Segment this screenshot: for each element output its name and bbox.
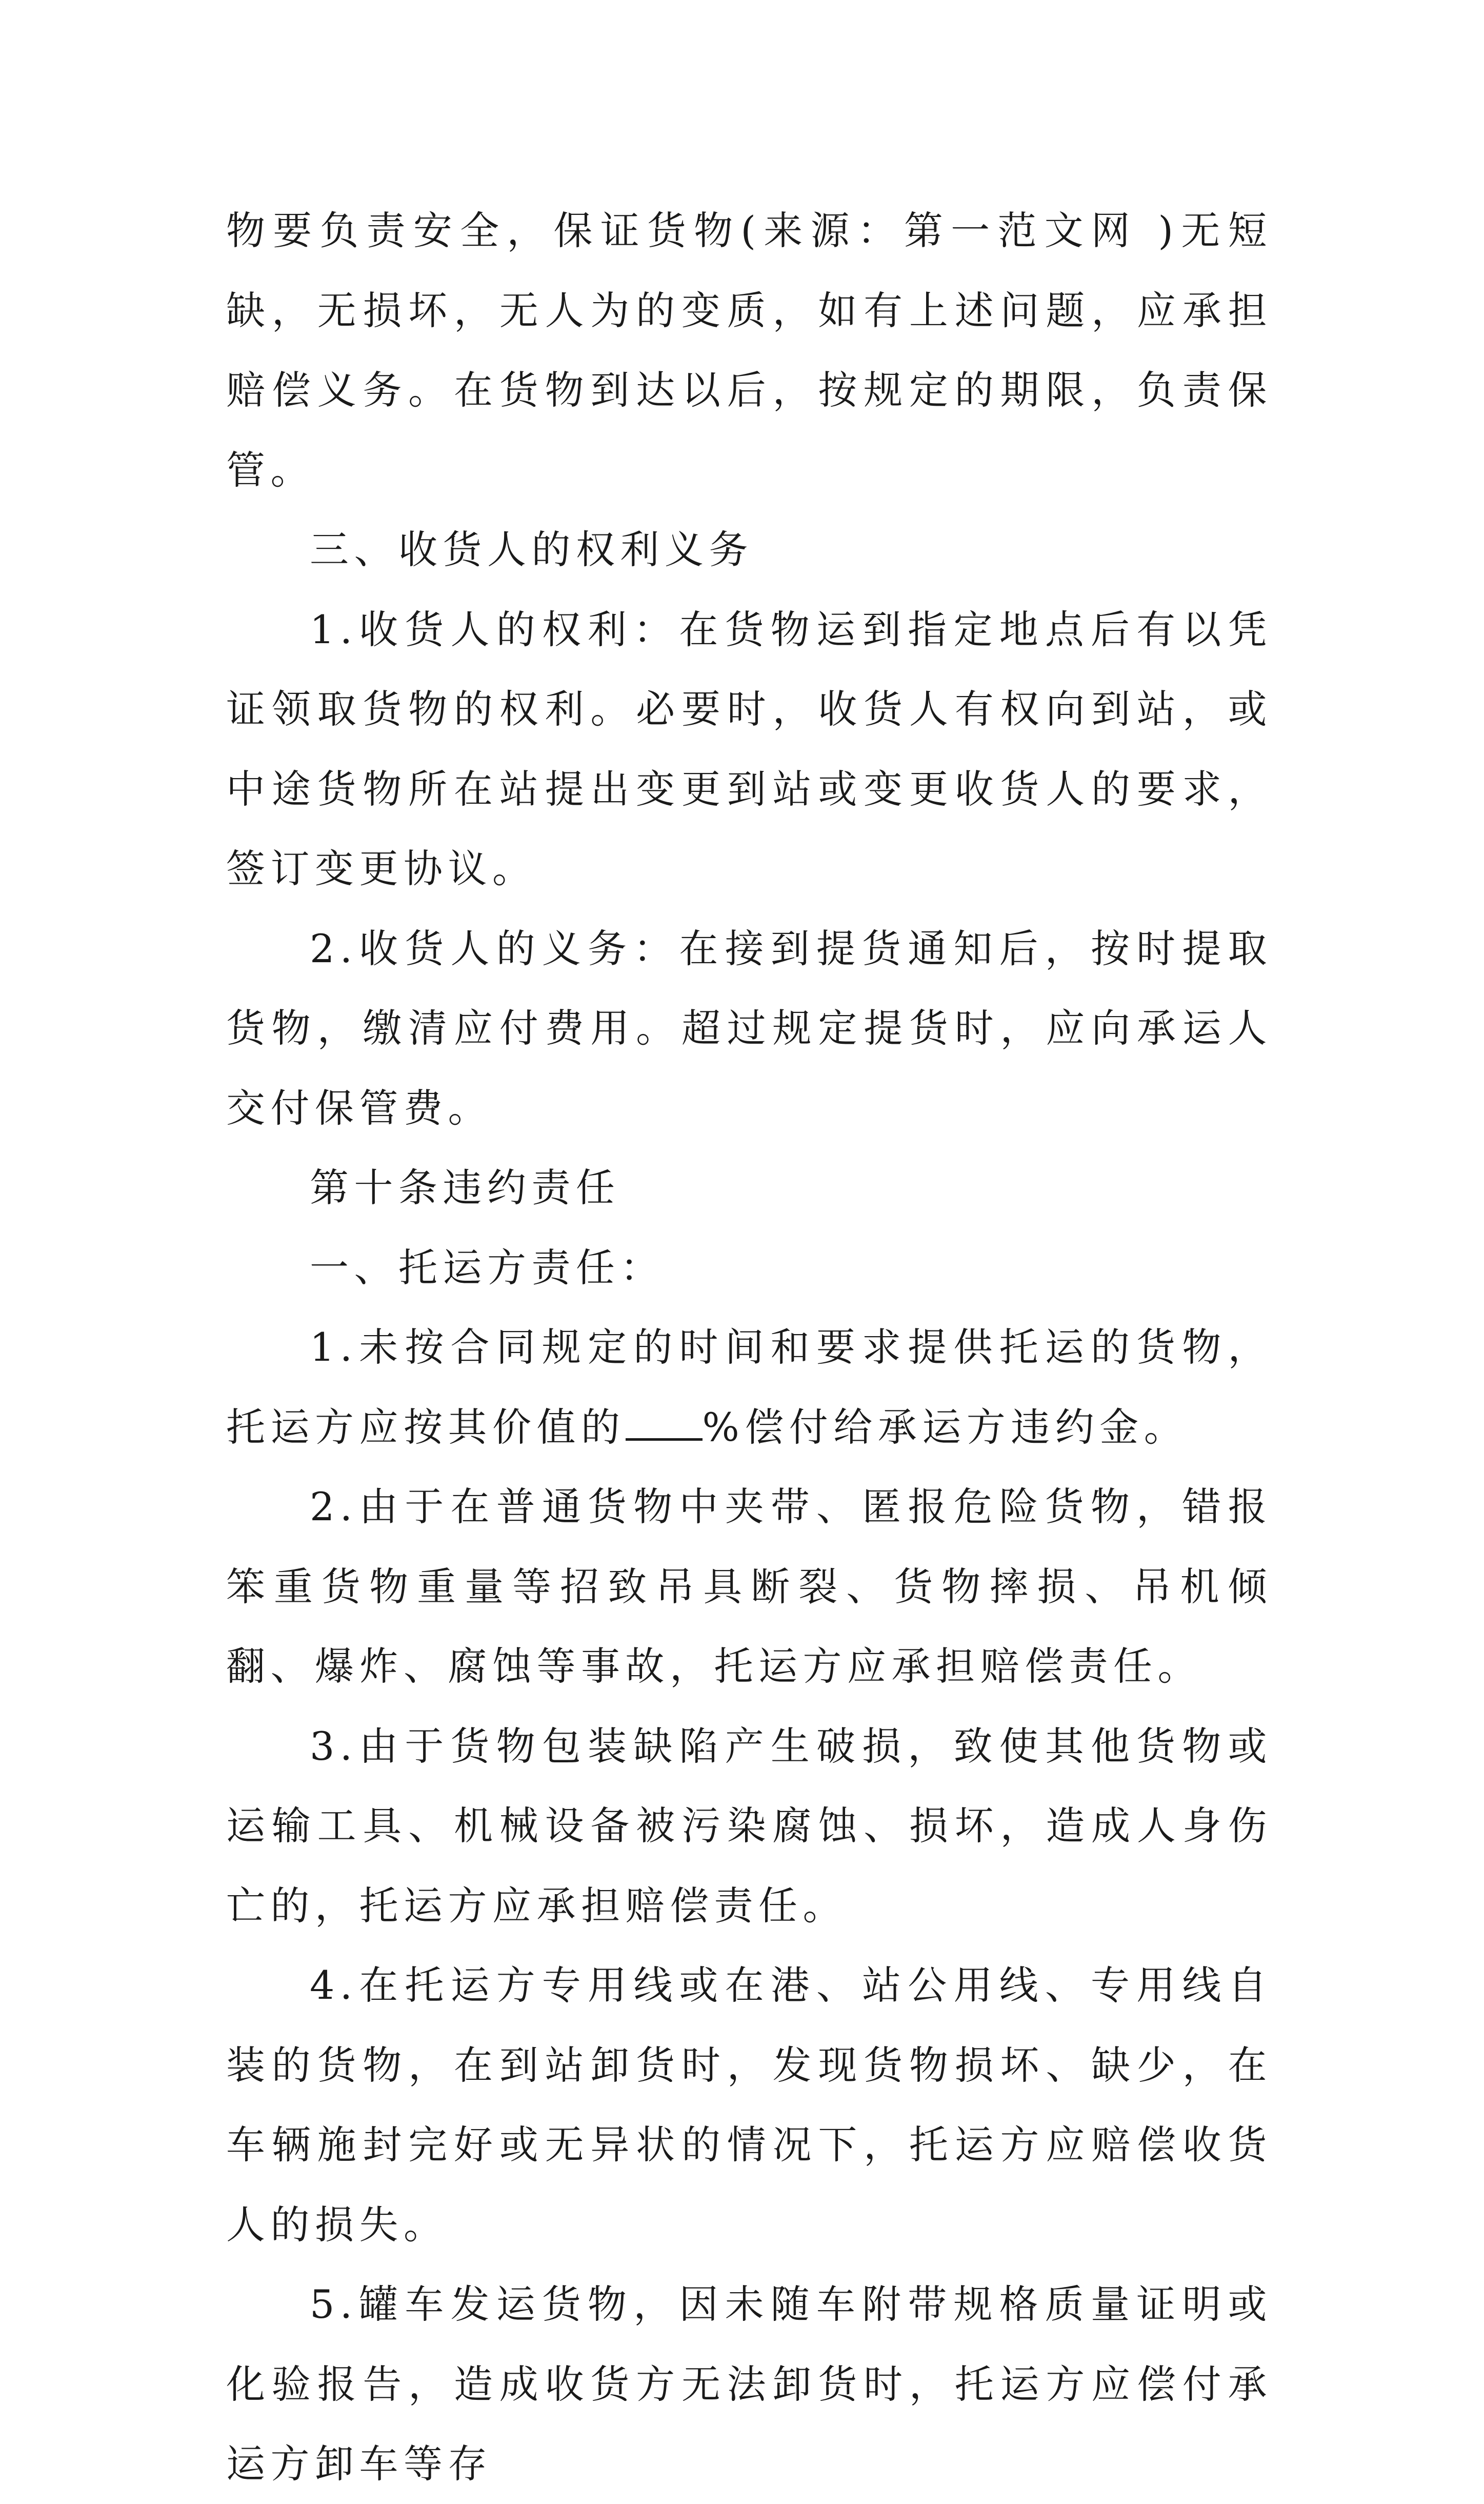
paragraph-liability-3: 3.由于货物包装缺陷产生破损，致使其他货物或运输工具、机械设备被污染腐蚀、损坏，造成人身伤亡的，托运方应承担赔偿责任。 [226, 1723, 1272, 1929]
heading-shipper-liability: 一、托运方责任： [310, 1244, 665, 1290]
paragraph-liability-1 [226, 1307, 1272, 1467]
paragraph-consignee-rights: 1.收货人的权利：在货物运到指定地点后有以凭证领取货物的权利。必要时，收货人有权向到站，或中途货物所在站提出变更到站或变更收货人的要求，签订变更协议。 [226, 606, 1272, 891]
paragraph-liability-4: 4.在托运方专用线或在港、站公用线、专用线自装的货物，在到站卸货时，发现货物损坏、缺少，在车辆施封完好或无异状的情况下，托运方应赔偿收货人的损失。 [226, 1962, 1272, 2248]
heading-article-10: 第十条违约责任 [310, 1165, 620, 1210]
paragraph-carrier-obligation-cont: 物要负责安全，保证货物(来源：第一范文网 )无短缺，无损坏，无人为的变质，如有上述问题，应承担赔偿义务。在货物到达以后，按规定的期限，负责保管。 [226, 208, 1272, 493]
paragraph-consignee-obligations: 2.收货人的义务：在接到提货通知后，按时提取货物，缴清应付费用。超过规定提货时，应向承运人交付保管费。 [226, 925, 1272, 1131]
document-body [226, 191, 1272, 2504]
liability-1-text-before: 1.未按合同规定的时间和要求提供托运的货物，托运方应按其价值的 [226, 1324, 1272, 1450]
percentage-blank [626, 1407, 703, 1441]
paragraph-liability-5: 5.罐车发运货物，因未随车附带规格质量证明或化验报告，造成收货方无法卸货时，托运方应偿付承运方卸车等存 [226, 2281, 1272, 2487]
heading-consignee-rights: 三、收货人的权利义务 [310, 527, 753, 572]
paragraph-liability-2: 2.由于在普通货物中夹带、匿报危险货物，错报笨重货物重量等招致吊具断裂、货物摔损、吊机倾翻、爆炸、腐蚀等事故，托运方应承担赔偿责任。 [226, 1484, 1272, 1689]
liability-1-text-after: %偿付给承运方违约金。 [702, 1404, 1189, 1450]
